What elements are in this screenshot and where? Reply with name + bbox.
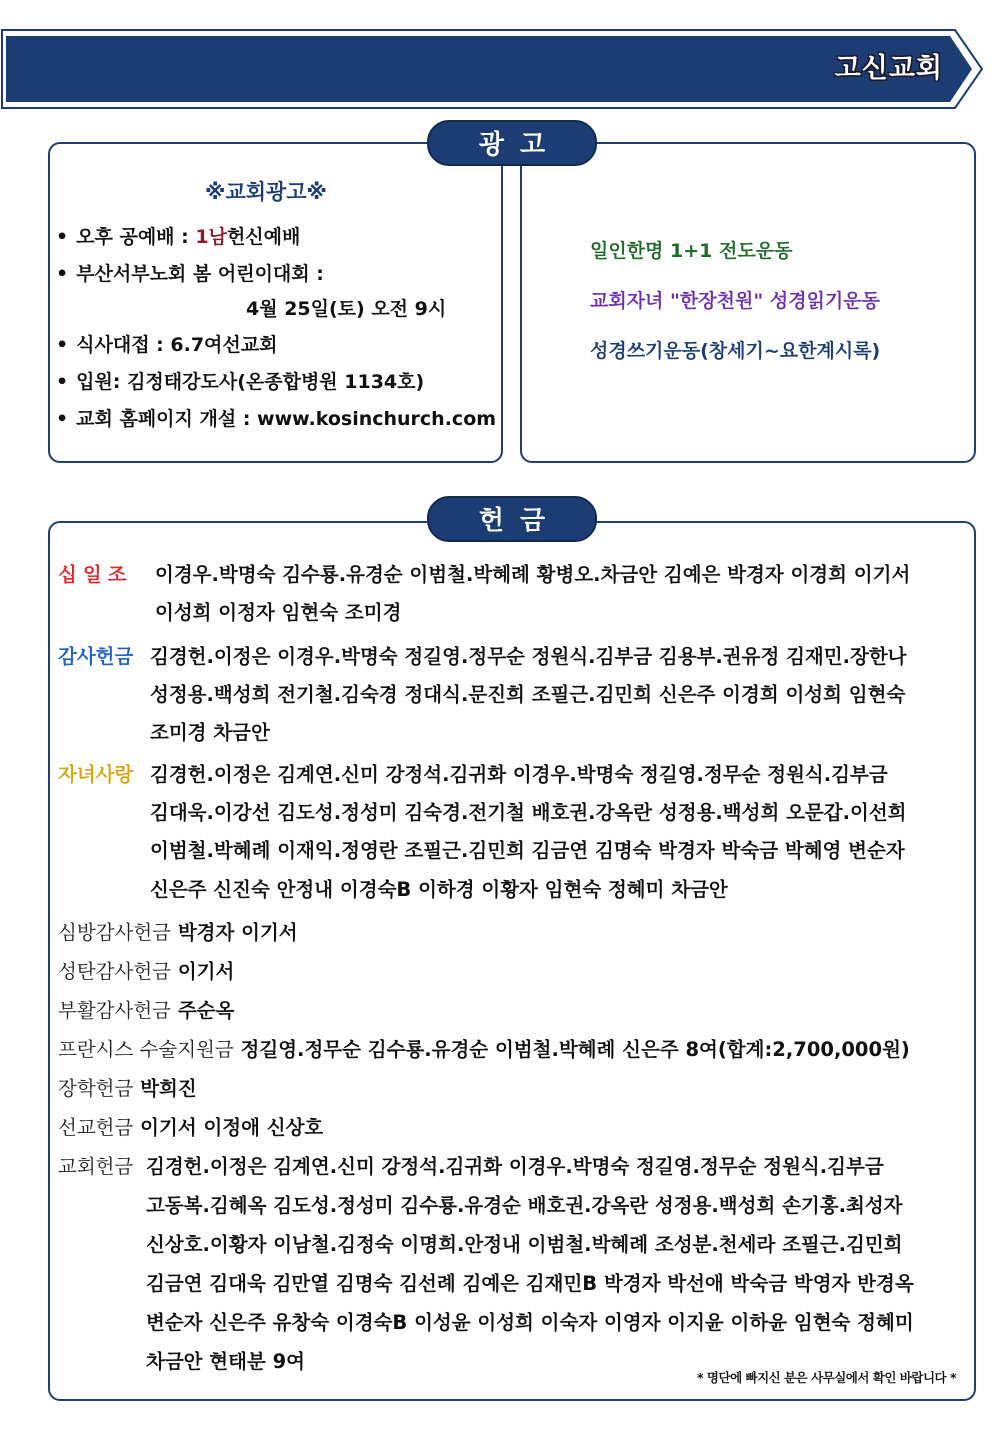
visit-label: 심방감사헌금 [58,921,172,944]
ad-item-event-date: 4월 25일(토) 오전 9시 [246,298,447,320]
francis-row [58,1034,910,1062]
thanks-names-3: 조미경 차금안 [150,721,270,744]
church-names-6: 차금안 현태분 9여 [146,1350,306,1373]
children-names-3: 이범철.박혜례 이재익.정영란 조필근.김민희 김금연 김명숙 박경자 박숙금 박혜영 변순자 [150,839,905,862]
church-names-2: 고동복.김혜옥 김도성.정성미 김수룡.유경순 배호권.강옥란 성정용.백성희 손기홍.최성자 [146,1194,903,1217]
visit-row [58,917,298,945]
francis-names: 정길영.정무순 김수룡.유경순 이범철.박혜례 신은주 8여(합계:2,700,000원) [240,1038,910,1061]
christmas-label: 성탄감사헌금 [58,960,172,983]
campaign-evangelism: 일인한명 1+1 전도운동 [590,240,793,262]
thanks-names-1: 김경헌.이정은 이경우.박명숙 정길영.정무순 정원식.김부금 김용부.권유정 김재민.장한나 [150,645,907,668]
campaign-bible-writing: 성경쓰기운동(창세기~요한계시록) [590,340,881,362]
scholarship-names: 박희진 [140,1077,197,1100]
thanks-label: 감사헌금 [58,645,134,668]
children-names-1: 김경헌.이정은 김계연.신미 강정석.김귀화 이경우.박명숙 정길영.정무순 정원식.김부금 [150,763,888,786]
ads-tab: 광고 [427,120,597,166]
offering-tab: 헌금 [427,496,597,542]
easter-label: 부활감사헌금 [58,999,172,1022]
church-names-5: 변순자 신은주 유창숙 이경숙B 이성윤 이성희 이숙자 이영자 이지윤 이하윤 임현숙 정혜미 [146,1311,914,1334]
church-name: 고신교회 [834,53,943,84]
scholarship-row [58,1073,197,1101]
header-banner [0,28,985,110]
campaign-bible-reading: 교회자녀 "한장천원" 성경읽기운동 [590,290,880,312]
church-names-3: 신상호.이황자 이남철.김정숙 이명희.안정내 이범철.박혜례 조성분.천세라 조필근.김민희 [146,1233,903,1256]
ad-item-meal: • 식사대접 : 6.7여선교회 [56,334,278,356]
bullet-icon: • [56,263,69,285]
children-names-2: 김대욱.이강선 김도성.정성미 김숙경.전기철 배호권.강옥란 성정용.백성희 오문갑.이선희 [150,801,907,824]
mission-names: 이기서 이정애 신상호 [140,1116,324,1139]
thanks-names-2: 성정용.백성희 전기철.김숙경 정대식.문진희 조필근.김민희 신은주 이경희 이성희 임현숙 [150,683,906,706]
church-label: 교회헌금 [58,1155,134,1178]
bullet-icon: • [56,371,69,393]
mission-label: 선교헌금 [58,1116,134,1139]
scholarship-label: 장학헌금 [58,1077,134,1100]
christmas-names: 이기서 [177,960,235,983]
tithe-label: 십일조 [58,563,133,586]
christmas-row [58,956,234,984]
tithe-names-1: 이경우.박명숙 김수룡.유경순 이범철.박혜례 황병오.차금안 김예은 박경자 이경희 이기서 [155,563,911,586]
children-label: 자녀사랑 [58,763,134,786]
bullet-icon: • [56,334,69,356]
bullet-icon: • [56,408,69,430]
bullet-icon: • [56,226,69,248]
ads-heading: ※교회광고※ [205,180,327,204]
footnote: * 명단에 빠지신 분은 사무실에서 확인 바랍니다 * [697,1370,956,1385]
highlight-text: 1남 [195,226,227,248]
ad-item-homepage: • 교회 홈페이지 개설 : www.kosinchurch.com [56,408,497,430]
francis-label: 프란시스 수술지원금 [58,1038,234,1061]
ad-item-hospital: • 입원: 김정태강도사(온종합병원 1134호) [56,371,425,393]
children-names-4: 신은주 신진숙 안정내 이경숙B 이하경 이황자 임현숙 정혜미 차금안 [150,878,728,901]
church-names-4: 김금연 김대욱 김만열 김명숙 김선례 김예은 김재민B 박경자 박선애 박숙금 박영자 반경옥 [146,1272,914,1295]
ad-item-worship: • 오후 공예배 : 1남헌신예배 [56,226,301,248]
easter-names: 주순옥 [177,999,235,1022]
visit-names: 박경자 이기서 [177,921,298,944]
mission-row [58,1112,323,1140]
easter-row [58,995,234,1023]
ad-item-children-event: • 부산서부노회 봄 어린이대회 : [56,263,324,285]
tithe-row [58,559,133,587]
tithe-names-2: 이성희 이정자 임현숙 조미경 [155,601,402,624]
church-names-1: 김경헌.이정은 김계연.신미 강정석.김귀화 이경우.박명숙 정길영.정무순 정원식.김부금 [146,1155,884,1178]
